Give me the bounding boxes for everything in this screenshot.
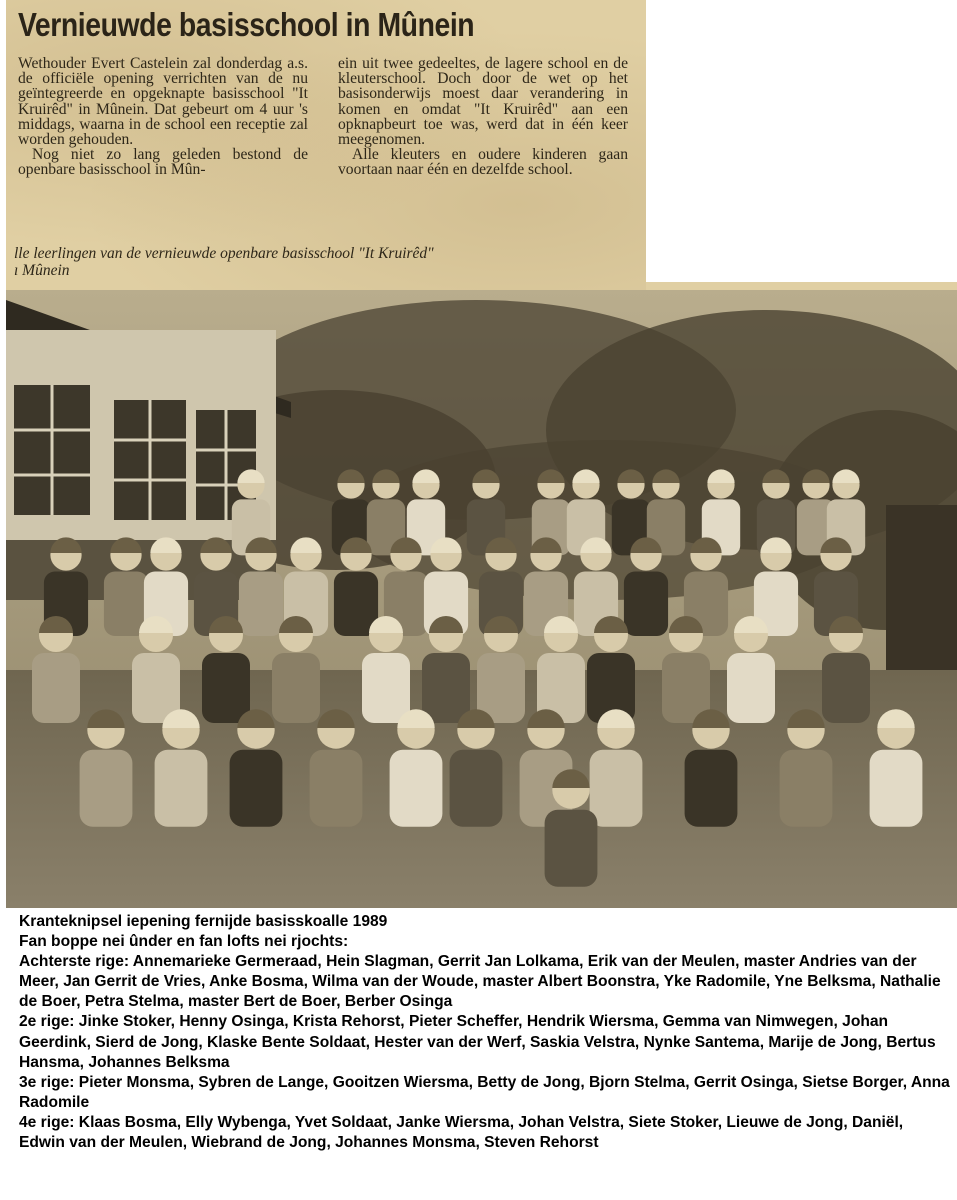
child-body bbox=[202, 653, 250, 723]
child-body bbox=[545, 810, 598, 887]
photo-caption-line: ı Mûnein bbox=[14, 262, 70, 279]
child-body bbox=[422, 653, 470, 723]
article-paragraph: ein uit twee gedeeltes, de lagere school en de kleuterschool. Doch door de wet op het basisonderwijs moest daar verandering in komen en omdat "It Kruirêd" aan een opknapbeurt toe was, werd dat in één keer meegenomen. bbox=[338, 55, 628, 149]
note-row-third: 3e rige: Pieter Monsma, Sybren de Lange, Gooitzen Wiersma, Betty de Jong, Bjorn Stelma, Gerrit Osinga, Sietse Borger, Anna Radomile bbox=[19, 1073, 950, 1111]
article-paragraph: Alle kleuters en oudere kinderen gaan voortaan naar één en dezelfde school. bbox=[338, 146, 628, 179]
note-row-fourth: 4e rige: Klaas Bosma, Elly Wybenga, Yvet Soldaat, Janke Wiersma, Johan Velstra, Siete Stoker, Lieuwe de Jong, Daniël, Edwin van der Meulen, Wiebrand de Jong, Johannes Monsma, Steven Rehorst bbox=[19, 1113, 904, 1152]
child-body bbox=[780, 750, 833, 827]
child-body bbox=[230, 750, 283, 827]
photo-caption bbox=[14, 245, 644, 279]
note-row-back: Achterste rige: Annemarieke Germeraad, Hein Slagman, Gerrit Jan Lolkama, Erik van der Meulen, master Andries van der Meer, Jan Gerrit de Vries, Anke Bosma, Wilma van der Woude, master Albert Boonstra, Yke Radomile, Yne Belksma, Nathalie de Boer, Petra Stelma, master Bert de Boer, Berber Osinga bbox=[19, 953, 941, 1011]
photo-description bbox=[19, 912, 951, 1153]
child-body bbox=[450, 750, 503, 827]
note-subtitle: Fan boppe nei ûnder en fan lofts nei rjochts: bbox=[19, 933, 349, 951]
note-row-second: 2e rige: Jinke Stoker, Henny Osinga, Krista Rehorst, Pieter Scheffer, Hendrik Wiersma, Gemma van Nimwegen, Johan Geerdink, Sierd de Jong, Klaske Bente Soldaat, Hester van der Werf, Saskia Velstra, Nynke Santema, Marije de Jong, Bertus Hansma, Johannes Belksma bbox=[19, 1013, 936, 1071]
child-body bbox=[80, 750, 133, 827]
child-body bbox=[239, 572, 283, 636]
child-body bbox=[362, 653, 410, 723]
class-photo-illustration bbox=[6, 290, 957, 908]
child-body bbox=[624, 572, 668, 636]
article-headline: Vernieuwde basisschool in Mûnein bbox=[18, 6, 475, 43]
child-body bbox=[155, 750, 208, 827]
article-column-left bbox=[18, 56, 308, 178]
photo-caption-line: lle leerlingen van de vernieuwde openbare basisschool "It Kruirêd" bbox=[14, 245, 434, 262]
child-body bbox=[685, 750, 738, 827]
child-body bbox=[272, 653, 320, 723]
child-body bbox=[32, 653, 80, 723]
article-paragraph: Nog niet zo lang geleden bestond de openbare basisschool in Mûn- bbox=[18, 146, 308, 179]
child-body bbox=[590, 750, 643, 827]
child-body bbox=[822, 653, 870, 723]
article-paragraph: Wethouder Evert Castelein zal donderdag a.s. de officiële opening verrichten van de nu geïntegreerde en opgeknapte basisschool "It Kruirêd" in Mûnein. Dat gebeurt om 4 uur 's middags, waarna in de school een receptie zal worden gehouden. bbox=[18, 55, 308, 149]
child-body bbox=[390, 750, 443, 827]
article-column-right bbox=[338, 56, 628, 178]
note-title: Kranteknipsel iepening fernijde basisskoalle 1989 bbox=[19, 913, 388, 930]
child-body bbox=[870, 750, 923, 827]
child-body bbox=[310, 750, 363, 827]
child-body bbox=[727, 653, 775, 723]
class-photograph bbox=[6, 290, 957, 908]
photo-fence bbox=[886, 505, 957, 695]
